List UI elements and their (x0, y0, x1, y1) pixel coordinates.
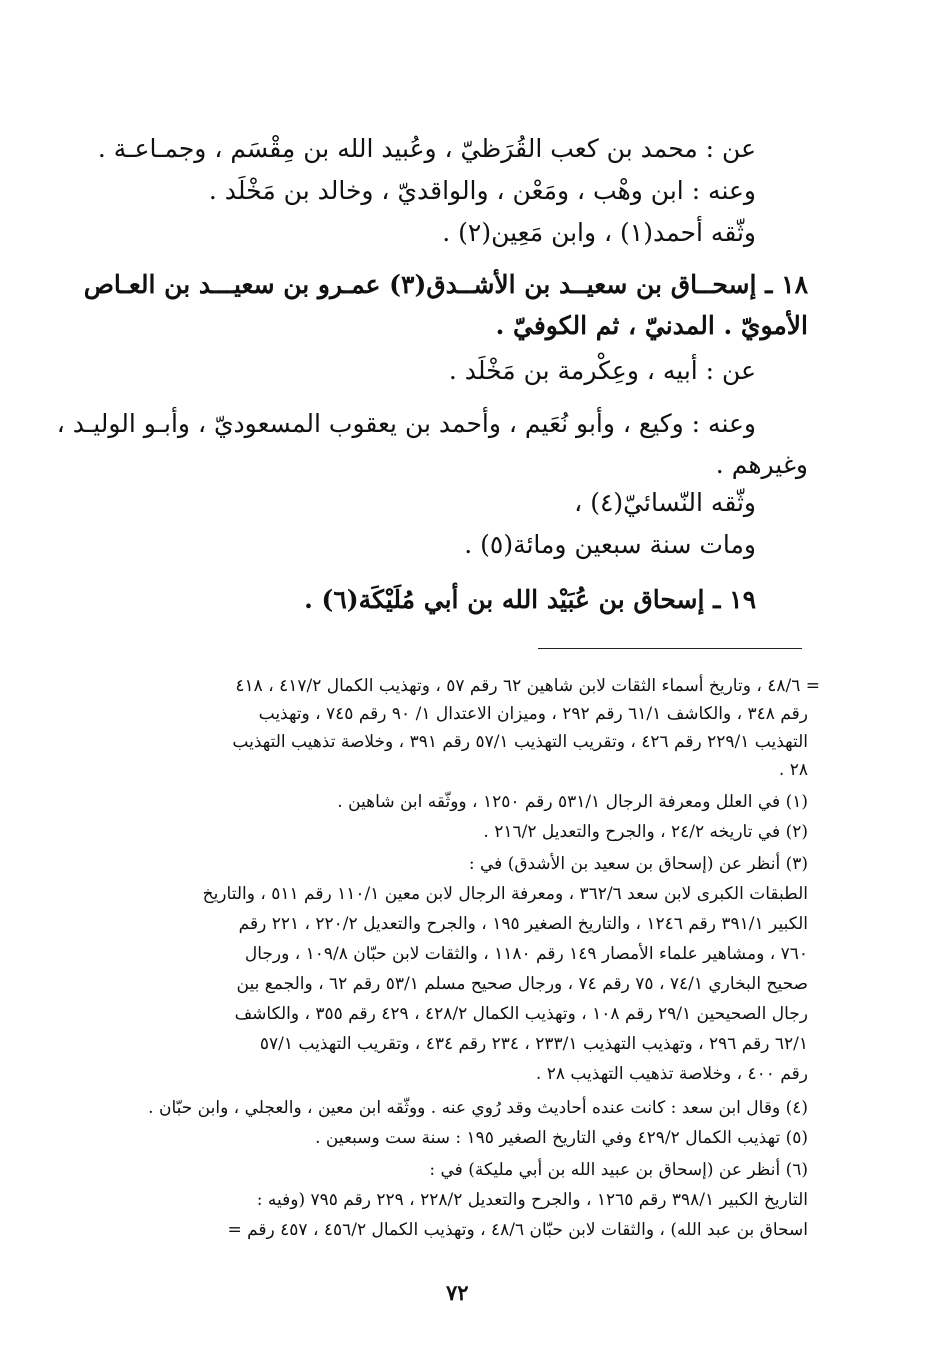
footnote-3-line: صحيح البخاري ٧٤/١ ، ٧٥ رقم ٧٤ ، ورجال صحيح مسلم ٥٣/١ رقم ٦٢ ، والجمع بين (236, 974, 808, 994)
entry17-teachers: عن : محمد بن كعب القُرَظيّ ، وعُبيد الله بن مِقْسَم ، وجمـاعـة . (97, 134, 756, 163)
footnote-6-line: اسحاق بن عبد الله) ، والثقات لابن حبّان ٤٨/٦ ، وتهذيب الكمال ٤٥٦/٢ ، ٤٥٧ رقم = (227, 1220, 808, 1240)
entry18-teachers: عن : أبيه ، وعِكْرمة بن مَخْلَد . (448, 356, 756, 385)
entry17-trust: وثّقه أحمد(١) ، وابن مَعِين(٢) . (442, 218, 756, 247)
entry18-death: ومات سنة سبعين ومائة(٥) . (464, 530, 756, 559)
page-number: ٧٢ (446, 1280, 469, 1305)
footnote-cont-line: رقم ٣٤٨ ، والكاشف ٦١/١ رقم ٢٩٢ ، وميزان الاعتدال ١/ ٩٠ رقم ٧٤٥ ، وتهذيب (258, 704, 808, 724)
entry19-heading: ١٩ ـ إسحاق بن عُبَيْد الله بن أبي مُلَيْكَة(٦) . (304, 585, 756, 614)
entry18-heading-line2: الأمويّ . المدنيّ ، ثم الكوفيّ . (495, 311, 808, 340)
footnote-3-line: ٦٢/١ رقم ٢٩٦ ، وتهذيب التهذيب ٢٣٣/١ ، ٢٣٤ رقم ٤٣٤ ، وتقريب التهذيب ٥٧/١ (259, 1034, 808, 1054)
entry18-students-cont: وغيرهم . (715, 450, 808, 479)
entry17-students: وعنه : ابن وهْب ، ومَعْن ، والواقديّ ، وخالد بن مَخْلَد . (208, 176, 756, 205)
footnote-3-line: الطبقات الكبرى لابن سعد ٣٦٢/٦ ، ومعرفة الرجال لابن معين ١١٠/١ رقم ٥١١ ، والتاريخ (202, 884, 808, 904)
footnote-6: (٦) أنظر عن (إسحاق بن عبيد الله بن أبي مليكة) في : (429, 1160, 808, 1180)
footnote-3-line: ٧٦٠ ، ومشاهير علماء الأمصار ١٤٩ رقم ١١٨٠ ، والثقات لابن حبّان ١٠٩/٨ ، ورجال (244, 944, 808, 964)
footnote-cont-line: ٢٨ . (778, 760, 808, 780)
entry18-heading-line1: ١٨ ـ إسحــاق بن سعيــد بن الأشــدق(٣) عمـرو بن سعيـــد بن العـاص (83, 270, 808, 299)
footnote-5: (٥) تهذيب الكمال ٤٢٩/٢ وفي التاريخ الصغير ١٩٥ : سنة ست وسبعين . (315, 1128, 808, 1148)
footnote-separator (538, 648, 802, 649)
footnote-3-line: الكبير ٣٩١/١ رقم ١٢٤٦ ، والتاريخ الصغير ١٩٥ ، والجرح والتعديل ٢٢٠/٢ ، ٢٢١ رقم (238, 914, 808, 934)
footnote-3-line: رقم ٤٠٠ ، وخلاصة تذهيب التهذيب ٢٨ . (535, 1064, 808, 1084)
entry18-students: وعنه : وكيع ، وأبو نُعَيم ، وأحمد بن يعقوب المسعوديّ ، وأبـو الوليـد ، (56, 409, 756, 438)
footnote-cont-line: التهذيب ٢٢٩/١ رقم ٤٢٦ ، وتقريب التهذيب ٥٧/١ رقم ٣٩١ ، وخلاصة تذهيب التهذيب (232, 732, 808, 752)
footnote-6-line: التاريخ الكبير ٣٩٨/١ رقم ١٢٦٥ ، والجرح والتعديل ٢٢٨/٢ ، ٢٢٩ رقم ٧٩٥ (وفيه : (256, 1190, 808, 1210)
entry18-trust: وثّقه النّسائيّ(٤) ، (574, 488, 756, 517)
footnote-2: (٢) في تاريخه ٢٤/٢ ، والجرح والتعديل ٢١٦/٢ . (483, 822, 808, 842)
footnote-4: (٤) وقال ابن سعد : كانت عنده أحاديث وقد رُوي عنه . ووثّقه ابن معين ، والعجلي ، وابن حبّان . (148, 1098, 808, 1118)
footnote-cont-line: = ٤٨/٦ ، وتاريخ أسماء الثقات لابن شاهين ٦٢ رقم ٥٧ ، وتهذيب الكمال ٤١٧/٢ ، ٤١٨ (235, 676, 820, 696)
footnote-1: (١) في العلل ومعرفة الرجال ٥٣١/١ رقم ١٢٥٠ ، ووثّقه ابن شاهين . (337, 792, 808, 812)
footnote-3: (٣) أنظر عن (إسحاق بن سعيد بن الأشدق) في : (468, 854, 808, 874)
footnote-3-line: رجال الصحيحين ٢٩/١ رقم ١٠٨ ، وتهذيب الكمال ٤٢٨/٢ ، ٤٢٩ رقم ٣٥٥ ، والكاشف (234, 1004, 808, 1024)
